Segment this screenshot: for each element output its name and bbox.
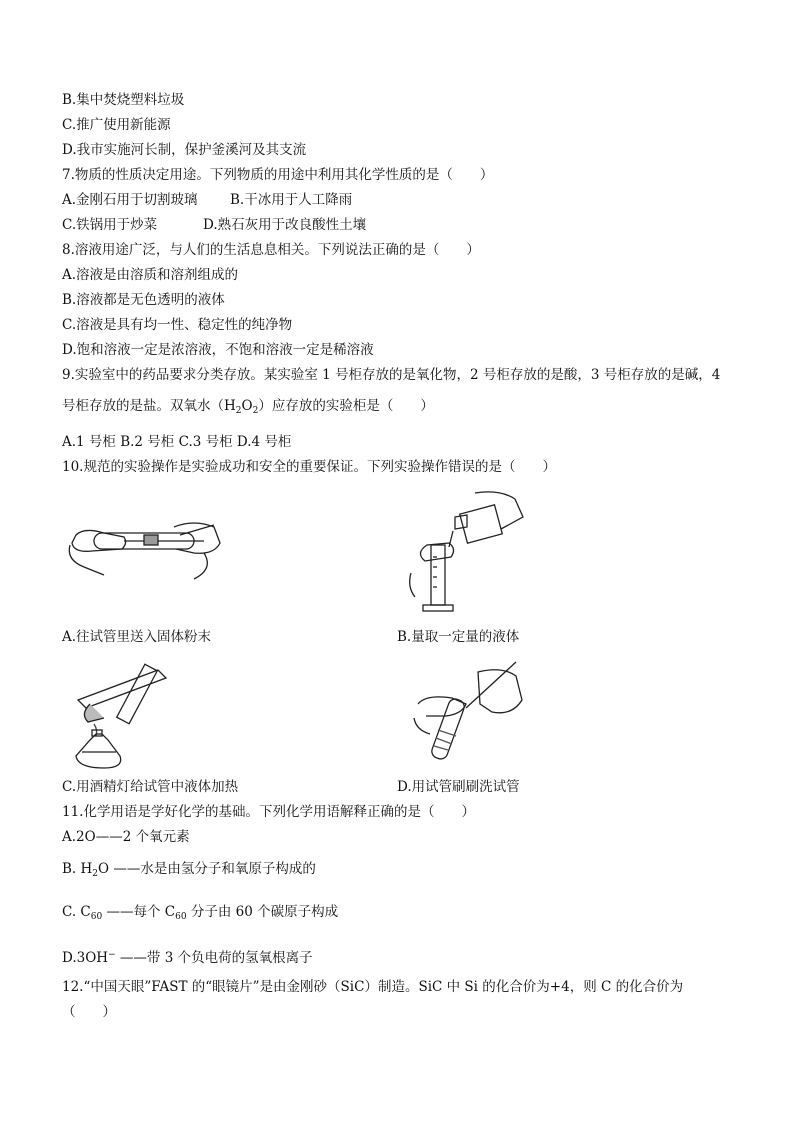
figure-b-measuring [405, 487, 530, 617]
figure-c-heating [68, 660, 178, 775]
figure-a-powder [64, 505, 224, 585]
formula-sub-2b: 2 [252, 406, 259, 416]
formula-sub-2: 2 [235, 406, 242, 416]
q11b-text: ——水是由氢分子和氧原子构成的 [109, 861, 316, 877]
q8-option-d: D.饱和溶液一定是浓溶液，不饱和溶液一定是稀溶液 [62, 342, 374, 358]
q11d-label: D.3 [62, 950, 86, 966]
caption-d: D.用试管刷刷洗试管 [397, 779, 520, 795]
question-9-line2 [62, 397, 434, 420]
question-12-line2: （ ） [62, 1004, 116, 1020]
formula-h: H [80, 861, 93, 877]
q11-option-d [62, 946, 313, 967]
caption-a: A.往试管里送入固体粉末 [62, 629, 212, 645]
formula-h: H [224, 398, 236, 414]
q8-option-a: A.溶液是由溶质和溶剂组成的 [62, 267, 239, 283]
question-7: 7.物质的性质决定用途。下列物质的用途中利用其化学性质的是（ ） [62, 167, 494, 183]
caption-b: B.量取一定量的液体 [397, 629, 520, 645]
q8-option-b: B.溶液都是无色透明的液体 [62, 292, 225, 308]
formula-o: O [98, 861, 110, 877]
q11c-text-mid: ——每个 C [102, 904, 176, 920]
q7-option-d: D.熟石灰用于改良酸性土壤 [203, 217, 367, 233]
q11d-text: ——带 3 个负电荷的氢氧根离子 [115, 950, 313, 966]
question-8: 8.溶液用途广泛，与人们的生活息息相关。下列说法正确的是（ ） [62, 242, 480, 258]
q11c-label: C. C [62, 904, 91, 920]
caption-c: C.用酒精灯给试管中液体加热 [62, 779, 239, 795]
q7-option-b: B.干冰用于人工降雨 [230, 192, 353, 208]
question-9-line1: 9.实验室中的药品要求分类存放。某实验室 1 号柜存放的是氧化物，2 号柜存放的是酸，3 号柜存放的是碱，4 [62, 367, 721, 383]
option-d-line: D.我市实施河长制，保护釜溪河及其支流 [62, 142, 307, 158]
hydrogen-peroxide-formula [224, 398, 258, 414]
q7-option-a: A.金刚石用于切割玻璃 [62, 192, 198, 208]
q7-option-c: C.铁锅用于炒菜 [62, 217, 158, 233]
question-10: 10.规范的实验操作是实验成功和安全的重要保证。下列实验操作错误的是（ ） [62, 459, 556, 475]
q9-text-a: 号柜存放的是盐。双氧水（ [62, 398, 224, 414]
formula-o: O [241, 398, 253, 414]
formula-charge: − [108, 950, 116, 960]
q9-options: A.1 号柜 B.2 号柜 C.3 号柜 D.4 号柜 [62, 434, 292, 450]
q9-text-b: ）应存放的实验柜是（ ） [258, 398, 434, 414]
q11c-text: 分子由 60 个碳原子构成 [186, 904, 339, 920]
formula-sub-2: 2 [92, 869, 99, 879]
q8-option-c: C.溶液是具有均一性、稳定性的纯净物 [62, 317, 293, 333]
question-7-options-cd [62, 216, 366, 234]
formula-sub-60b: 60 [175, 912, 187, 922]
q11-option-a: A.2O——2 个氧元素 [62, 829, 190, 845]
formula-sub-60: 60 [90, 912, 103, 922]
question-12-line1: 12.“中国天眼”FAST 的“眼镜片”是由金刚砂（SiC）制造。SiC 中 Si 的化合价为+4，则 C 的化合价为 [62, 979, 684, 995]
formula-oh: OH [85, 950, 109, 966]
question-7-options-ab [62, 191, 352, 209]
question-11: 11.化学用语是学好化学的基础。下列化学用语解释正确的是（ ） [62, 804, 475, 820]
figure-d-brushing [412, 660, 527, 765]
q11b-label: B. [62, 861, 81, 877]
option-c-line: C.推广使用新能源 [62, 117, 171, 133]
q11-option-c [62, 903, 338, 926]
option-b-line: B.集中焚烧塑料垃圾 [62, 92, 185, 108]
q11-option-b [62, 860, 316, 883]
